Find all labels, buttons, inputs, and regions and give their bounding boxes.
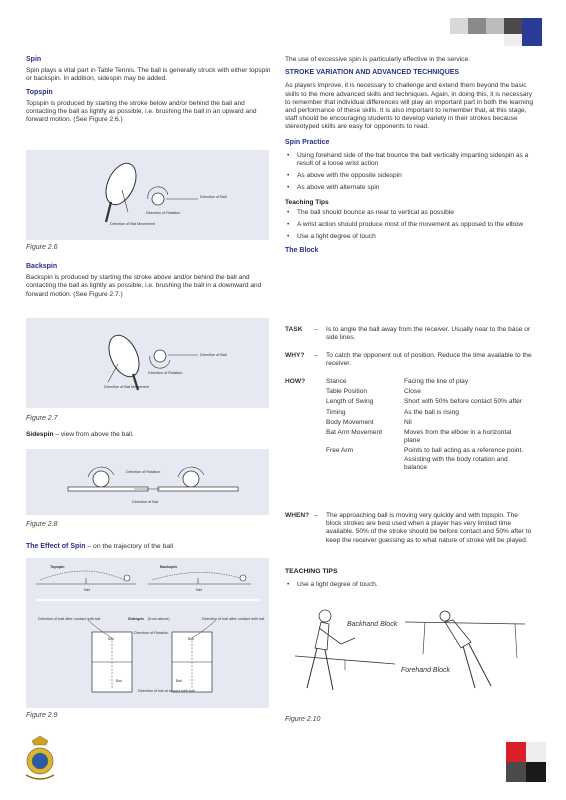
sidespin-text: – view from above the ball. <box>55 431 134 438</box>
figure-2-6-caption: Figure 2.6 <box>26 244 58 251</box>
list-item: • Using forehand side of the bat bounce the ball vertically imparting sidespin as a result of a loose wrist action <box>297 152 535 168</box>
tips-list <box>285 209 535 242</box>
block-heading: The Block <box>285 247 319 255</box>
fig29-from-above: (from above) <box>148 617 170 621</box>
backspin-heading: Backspin <box>26 263 58 270</box>
sidespin-heading: Sidespin <box>26 431 54 438</box>
list-item: • As above with the opposite sidespin <box>297 172 535 180</box>
how-table <box>326 378 529 472</box>
fig27-bat-label: Direction of Bat Movement <box>104 385 149 389</box>
list-item: • As above with alternate spin <box>297 184 535 192</box>
how-key: Stance <box>326 378 347 385</box>
how-value: Moves from the elbow in a horizontal plane <box>404 429 512 445</box>
spin-heading: Spin <box>26 56 42 63</box>
how-key: Timing <box>326 408 346 416</box>
fig28-rotation-label: Direction of Rotation <box>126 470 161 474</box>
fig29-bat-1: Bat <box>108 637 114 641</box>
tips-heading: Teaching Tips <box>285 198 329 206</box>
figure-2-8 <box>26 449 269 515</box>
backspin-section <box>26 263 271 299</box>
task-text: Is to angle the ball away from the receiver. Usually near to the base or side lines. <box>326 326 531 342</box>
figure-2-7-caption: Figure 2.7 <box>26 415 58 422</box>
how-value: Points to ball acting as a reference point. Assisting with the body rotation and balance <box>404 447 524 471</box>
how-value: Nil <box>404 418 412 426</box>
forehand-label: Forehand Block <box>401 667 451 674</box>
fig29-bat-2: Bat <box>188 637 194 641</box>
fig29-backspin: Backspin <box>160 565 177 569</box>
fig29-topspin: Topspin <box>50 565 65 569</box>
topspin-heading: Topspin <box>26 88 53 96</box>
figure-2-10 <box>285 598 535 713</box>
fig29-rotation: Direction of Rotation <box>134 631 169 635</box>
how-key: Table Position <box>326 388 368 396</box>
figure-2-6 <box>26 150 269 240</box>
fig29-net-2: Net <box>196 588 202 592</box>
effect-text: – on the trajectory of the ball <box>87 543 174 550</box>
fig29-bat-4: Bat <box>176 679 182 683</box>
fig28-bat-label: Direction of Bat <box>132 500 158 504</box>
right-column <box>285 56 535 256</box>
fig29-bat-3: Bat <box>116 679 122 683</box>
effect-heading: The Effect of Spin <box>26 543 86 550</box>
fig27-rotation-label: Direction of Rotation <box>148 371 183 375</box>
fig29-net-1: Net <box>84 588 90 592</box>
footer-tiles <box>506 742 548 782</box>
how-key: Body Movement <box>326 418 374 426</box>
fig29-sidespin: Sidespin <box>128 617 144 621</box>
left-column <box>26 56 271 124</box>
how-value: As the ball is rising <box>404 408 459 416</box>
effect-line <box>26 543 173 550</box>
corps-emblem <box>22 735 58 783</box>
how-value: Close <box>404 388 421 396</box>
figure-2-10-caption: Figure 2.10 <box>285 716 321 723</box>
practice-list <box>285 152 535 193</box>
fig27-ball-label: Direction of Ball <box>200 353 227 357</box>
sidespin-line <box>26 431 134 438</box>
header-tiles <box>450 18 545 48</box>
fig26-bat-label: Direction of Bat Movement <box>110 222 155 226</box>
list-item: • The ball should bounce as near to vertical as possible <box>297 209 535 217</box>
figure-2-9 <box>26 558 269 708</box>
fig26-rotation-label: Direction of Rotation <box>146 211 181 215</box>
fig29-ball-left: Direction of ball after contact with bat <box>38 617 101 621</box>
fig26-ball-label: Direction of Ball <box>200 195 227 199</box>
list-item: • Use a light degree of touch. <box>297 581 537 589</box>
backspin-text: Backspin is produced by starting the stroke above and/or behind the ball and contacting the ball as lightly as possible, i.e. brushing the ball in a downward and forward motion. (See Figure 2.7.) <box>26 274 262 298</box>
list-item: • Use a light degree of touch <box>297 233 535 241</box>
how-key: Free Arm <box>326 447 354 455</box>
how-key: Bat Arm Movement <box>326 429 383 437</box>
figure-2-7 <box>26 318 269 408</box>
fig29-bat-impact: Direction of bat at impact with ball <box>138 689 195 693</box>
topspin-text: Topspin is produced by starting the stroke below and/or behind the ball and contacting the ball as lightly as possible, i.e. brushing the ball in an upward and forward motion. (See Figure 2.6.) <box>26 99 257 124</box>
variation-text: As players improve, it is necessary to challenge and extend them beyond the basic skills to the more advanced skills and techniques. Again, in doing this, it is necessary to remember that individual differences will play an important part in both the learning and performance of these skills. It is also important to remember that, at this stage, staff should be encouraging students to develop variety in their strokes because stereotyped skills are easy for opponents to read. <box>285 82 534 131</box>
how-label: HOW? <box>285 378 306 385</box>
variation-heading: STROKE VARIATION AND ADVANCED TECHNIQUES <box>285 69 460 77</box>
figure-2-9-caption: Figure 2.9 <box>26 712 58 719</box>
spin-text: Spin plays a vital part in Table Tennis. The ball is generally struck with either topspin or backspin. In addition, sidespin may be added. <box>26 67 271 83</box>
practice-heading: Spin Practice <box>285 138 330 146</box>
how-key: Length of Swing <box>326 398 374 406</box>
intro-text: The use of excessive spin is particularly effective in the service. <box>285 56 470 63</box>
tips2-list <box>285 581 537 593</box>
list-item: • A wrist action should produce most of the movement as opposed to the elbow <box>297 221 535 229</box>
task-label: TASK <box>285 326 303 333</box>
when-label: WHEN? <box>285 512 310 519</box>
when-text: The approaching ball is moving very quickly and with topspin. The block strokes are best used when a player has very limited time available. 50% of the stroke should be before contact and 50% after to keep the receiver guessing as to what nature of stroke will be played. <box>326 512 532 544</box>
figure-2-8-caption: Figure 2.8 <box>26 521 58 528</box>
how-value: Facing the line of play <box>404 378 469 385</box>
backhand-label: Backhand Block <box>347 621 398 628</box>
why-label: WHY? <box>285 352 305 359</box>
tips2-heading: TEACHING TIPS <box>285 568 338 575</box>
why-text: To catch the opponent out of position. Reduce the time available to the receiver. <box>326 352 532 368</box>
how-value: Short with 50% before contact 50% after <box>404 398 523 406</box>
fig29-ball-right: Direction of ball after contact with bat <box>202 617 265 621</box>
